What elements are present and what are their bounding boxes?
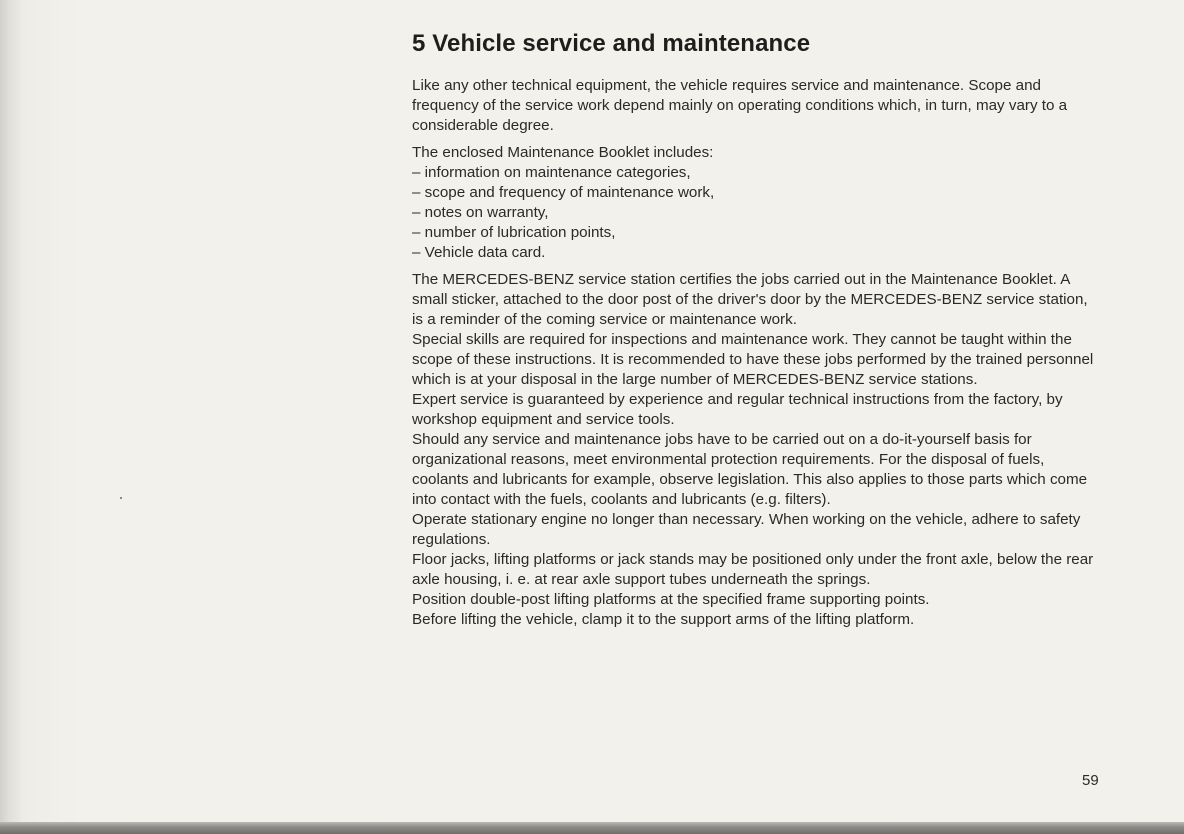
intro-paragraph: Like any other technical equipment, the vehicle requires service and maintenance. Scope and frequency of the service work depend mainly on operating conditions which, in turn, may vary to a considerable degree.	[412, 77, 1068, 134]
binding-shadow	[0, 0, 22, 834]
paragraph-lifting-platforms: Position double-post lifting platforms at the specified frame supporting points.	[412, 591, 930, 608]
paragraph-diy-environment: Should any service and maintenance jobs have to be carried out on a do-it-yourself basis for organizational reasons, meet environmental protection requirements. For the disposal of fuels, coolants and lubricants for example, observe legislation. This also applies to those parts which come into contact with the fuels, coolants and lubricants (e.g. filters).	[412, 431, 1088, 508]
paragraph-expert-service: Expert service is guaranteed by experience and regular technical instructions from the factory, by workshop equipment and service tools.	[412, 391, 1063, 428]
paragraph-service-certification: The MERCEDES-BENZ service station certifies the jobs carried out in the Maintenance Booklet. A small sticker, attached to the door post of the driver's door by the MERCEDES-BENZ service station, is a reminder of the coming service or maintenance work.	[412, 271, 1088, 328]
paragraph-floor-jacks: Floor jacks, lifting platforms or jack stands may be positioned only under the front axle, below the rear axle housing, i. e. at rear axle support tubes underneath the springs.	[412, 551, 1094, 588]
paragraph-clamp-vehicle: Before lifting the vehicle, clamp it to the support arms of the lifting platform.	[412, 611, 915, 628]
list-item: – notes on warranty,	[412, 204, 549, 221]
page-content	[412, 30, 1102, 630]
list-item: – information on maintenance categories,	[412, 164, 691, 181]
list-item: – number of lubrication points,	[412, 224, 616, 241]
section-title: 5 Vehicle service and maintenance	[412, 30, 811, 57]
page-bottom-edge	[0, 822, 1184, 834]
list-item: – scope and frequency of maintenance work,	[412, 184, 715, 201]
page-number: 59	[1082, 772, 1099, 789]
paragraph-special-skills: Special skills are required for inspections and maintenance work. They cannot be taught within the scope of these instructions. It is recommended to have these jobs performed by the trained personnel which is at your disposal in the large number of MERCEDES-BENZ service stations.	[412, 331, 1094, 388]
booklet-lead: The enclosed Maintenance Booklet includes:	[412, 144, 714, 161]
paper-speck	[120, 497, 122, 499]
paragraph-stationary-engine: Operate stationary engine no longer than necessary. When working on the vehicle, adhere to safety regulations.	[412, 511, 1081, 548]
list-item: – Vehicle data card.	[412, 244, 546, 261]
booklet-contents-list	[412, 163, 1102, 263]
